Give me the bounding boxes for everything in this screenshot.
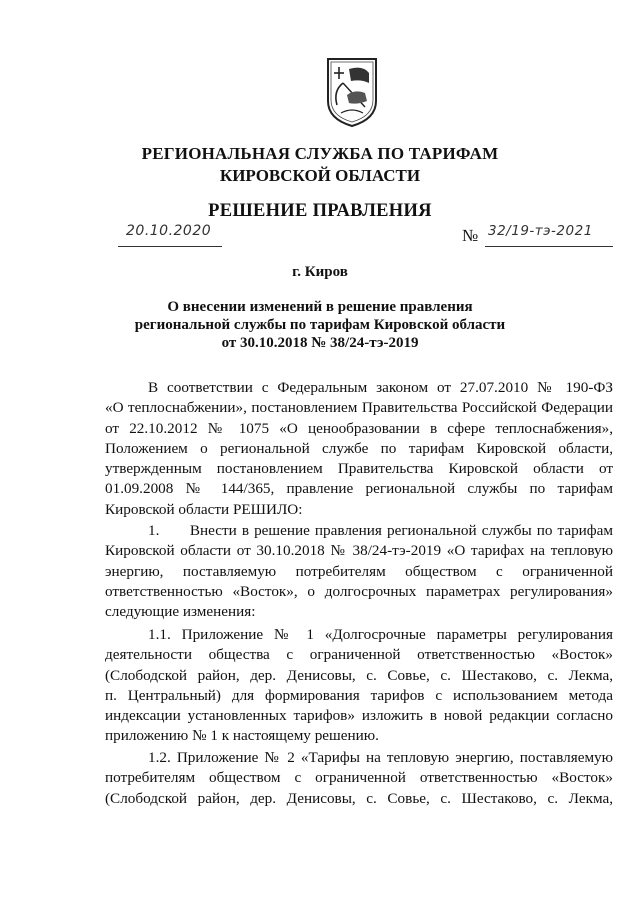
document-number: 32/19-тэ-2021 — [488, 223, 593, 239]
number-label: № — [462, 226, 479, 245]
text-line: потребителям обществом с ограниченной ответственностью «Восток» — [105, 769, 613, 787]
text-line: Положением о региональной службе по тарифам Кировской области, — [105, 439, 613, 457]
text-line: 1.1. Приложение № 1 «Долгосрочные параметры регулирования — [148, 626, 613, 643]
text-line: п. Центральный) для формирования тарифов с использованием метода — [105, 686, 613, 704]
item-1-2-paragraph — [105, 748, 613, 809]
item-1-1-paragraph — [105, 625, 613, 747]
text-line: 01.09.2008 № 144/365, правление региональной службы по тарифам — [105, 480, 613, 498]
text-line: (Слободской район, дер. Денисовы, с. Совье, с. Шестаково, с. Лекма, — [105, 666, 613, 684]
text-line: утвержденным постановлением Правительства Кировской области от — [105, 460, 613, 478]
text-line: (Слободской район, дер. Денисовы, с. Совье, с. Шестаково, с. Лекма, — [105, 789, 613, 807]
text-line: приложению № 1 к настоящему решению. — [105, 727, 379, 745]
item-1-paragraph — [105, 521, 613, 622]
text-line: следующие изменения: — [105, 603, 256, 621]
text-line: Кировской области от 30.10.2018 № 38/24-тэ-2019 «О тарифах на тепловую — [105, 542, 613, 560]
coat-of-arms-emblem — [325, 55, 379, 129]
city: г. Киров — [292, 264, 348, 280]
text-line: ответственностью «Восток», о долгосрочных параметрах регулирования» — [105, 582, 613, 600]
subject-line: региональной службы по тарифам Кировской области — [134, 317, 506, 333]
organization-name-line-1: РЕГИОНАЛЬНАЯ СЛУЖБА ПО ТАРИФАМ — [141, 144, 499, 163]
text-line: от 22.10.2012 № 1075 «О ценообразовании в сфере теплоснабжения», — [105, 419, 613, 437]
organization-name-line-2: КИРОВСКОЙ ОБЛАСТИ — [219, 166, 421, 185]
text-line: 1.2. Приложение № 2 «Тарифы на тепловую энергию, поставляемую — [148, 749, 613, 766]
text-line: 1. Внести в решение правления региональной службы по тарифам — [148, 522, 613, 539]
text-line: индексации установленных тарифов» изложить в новой редакции согласно — [105, 707, 613, 725]
text-line: В соответствии с Федеральным законом от 27.07.2010 № 190-ФЗ — [148, 379, 613, 396]
document-date: 20.10.2020 — [126, 223, 212, 239]
text-line: энергию, поставляемую потребителям обществом с ограниченной — [105, 562, 613, 580]
text-line: Кировской области РЕШИЛО: — [105, 500, 303, 518]
subject-line: от 30.10.2018 № 38/24-тэ-2019 — [221, 335, 419, 351]
document-title: РЕШЕНИЕ ПРАВЛЕНИЯ — [208, 201, 432, 221]
text-line: деятельности общества с ограниченной ответственностью «Восток» — [105, 646, 613, 664]
text-line: «О теплоснабжении», постановлением Правительства Российской Федерации — [105, 399, 613, 417]
preamble-paragraph — [105, 378, 613, 520]
subject-line: О внесении изменений в решение правления — [167, 299, 473, 315]
